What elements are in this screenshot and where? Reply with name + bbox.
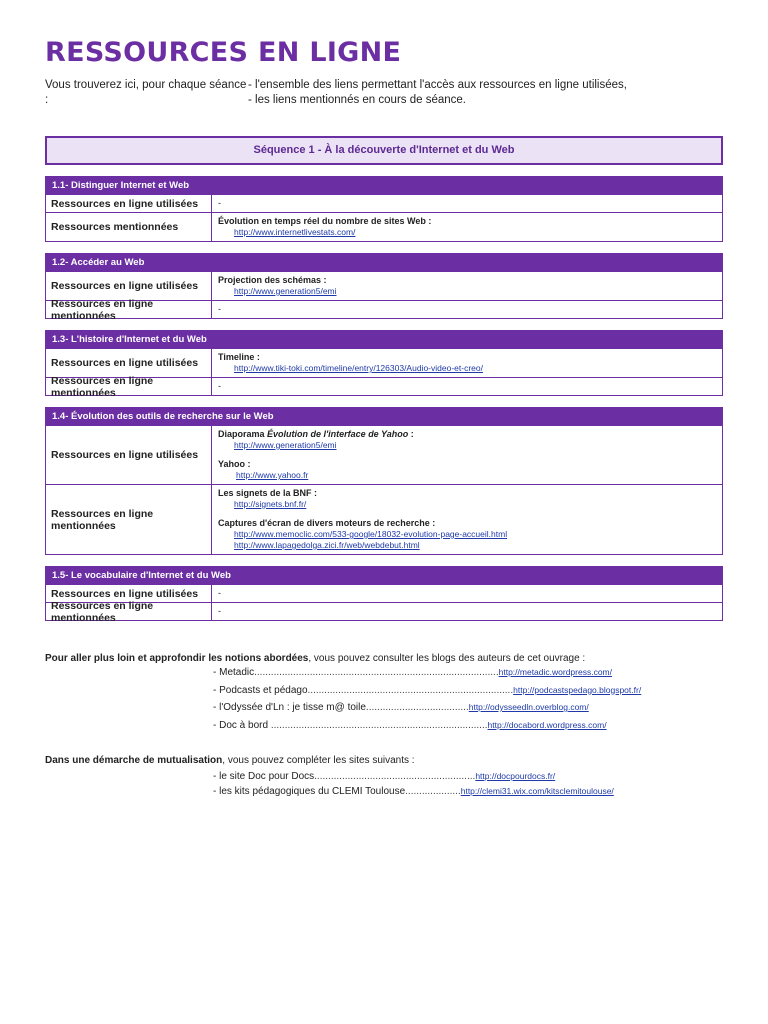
list-item [213,769,614,784]
site-link[interactable]: http://clemi31.wix.com/kitsclemitoulouse/ [460,786,614,796]
site-name: - le site Doc pour Docs [213,771,315,782]
resource-link[interactable]: http://www.tiki-toki.com/timeline/entry/126303/Audio-video-et-creo/ [234,363,483,373]
row-label: Ressources mentionnées [46,213,212,241]
table-row [46,374,722,399]
resource-link[interactable]: http://www.internetlivestats.com/ [234,227,356,237]
list-item [213,717,641,735]
resource-title: Captures d'écran de divers moteurs de recherche : [218,518,436,528]
row-label: Ressources en ligne mentionnées [46,603,212,620]
row-value: - [218,304,221,314]
row-value [212,426,722,484]
mutual-lead-bold: Dans une démarche de mutualisation [45,755,223,766]
section-1-3 [45,330,723,399]
section-heading: 1.4- Évolution des outils de recherche sur le Web [46,408,722,425]
row-label: Ressources en ligne utilisées [46,272,212,300]
row-value: - [218,381,221,391]
leader-dots: .......................................................... [314,771,476,782]
table-row [46,484,722,554]
row-value [212,213,722,241]
blog-name: - l'Odyssée d'Ln : je tisse m@ toile [213,702,366,713]
section-1-4 [45,407,723,555]
list-item [213,664,641,682]
table-row [46,297,722,322]
table-row [46,425,722,484]
row-label: Ressources en ligne mentionnées [46,301,212,318]
section-heading: 1.3- L'histoire d'Internet et du Web [46,331,722,348]
section-heading: 1.2- Accéder au Web [46,254,722,271]
intro [45,78,723,108]
site-link[interactable]: http://docpourdocs.fr/ [475,771,556,781]
resource-title: Timeline : [218,352,260,362]
row-value: - [218,606,221,616]
row-value: - [218,588,221,598]
list-item [213,682,641,700]
table-row [46,348,722,377]
row-value [212,272,722,300]
resource-link[interactable]: http://signets.bnf.fr/ [234,499,307,509]
row-value [212,349,722,377]
blog-name: - Podcasts et pédago [213,684,308,696]
leader-dots: ........................................................................................ [254,667,499,678]
leader-dots: .................... [405,786,461,797]
table-row [46,271,722,300]
title-suffix: : [408,429,414,439]
row-label: Ressources en ligne mentionnées [46,485,212,554]
row-label: Ressources en ligne utilisées [46,426,212,484]
title-prefix: Diaporama [218,429,268,439]
row-label: Ressources en ligne utilisées [46,195,212,212]
resource-link[interactable]: http://www.generation5/emi [234,440,337,450]
intro-bullet: - les liens mentionnés en cours de séance. [248,94,466,106]
leader-dots: .............................................................................. [270,719,488,731]
site-name: - les kits pédagogiques du CLEMI Toulouse [213,786,406,797]
list-item [213,784,614,799]
section-heading: 1.1- Distinguer Internet et Web [46,177,722,194]
leader-dots: .......................................................................... [307,684,514,696]
resource-link[interactable]: http://www.yahoo.fr [236,470,309,480]
row-value [212,485,722,554]
table-row [46,599,722,624]
table-row [46,212,722,241]
document-page [45,36,723,624]
section-heading: 1.5- Le vocabulaire d'Internet et du Web [46,567,722,584]
sequence-title: Séquence 1 - À la découverte d'Internet et du Web [45,136,723,165]
further-lead-bold: Pour aller plus loin et approfondir les notions abordées [45,653,309,664]
site-list [213,769,614,799]
blog-list [213,664,641,734]
row-value: - [218,198,221,208]
further-lead [45,653,585,664]
blog-link[interactable]: http://odysseedln.overblog.com/ [468,702,589,712]
resource-title: Évolution en temps réel du nombre de sites Web : [218,216,432,226]
blog-name: - Doc à bord [213,719,271,731]
row-label: Ressources en ligne mentionnées [46,378,212,395]
resource-title: Les signets de la BNF : [218,488,318,498]
blog-name: - Metadic [213,667,255,678]
list-item [213,699,641,717]
further-lead-rest: , vous pouvez consulter les blogs des auteurs de cet ouvrage : [308,653,586,664]
intro-bullets [248,78,627,108]
section-1-2 [45,253,723,322]
mutual-lead-rest: , vous pouvez compléter les sites suivants : [222,755,415,766]
resource-title: Projection des schémas : [218,275,327,285]
row-label: Ressources en ligne utilisées [46,349,212,377]
resource-link[interactable]: http://www.lapagedolga.zici.fr/web/webdebut.html [234,540,420,550]
title-italic: Évolution de l'interface de Yahoo [267,429,409,439]
page-title: RESSOURCES EN LIGNE [45,37,402,68]
row-label: Ressources en ligne utilisées [46,585,212,602]
leader-dots: ..................................... [365,702,469,713]
blog-link[interactable]: http://docabord.wordpress.com/ [487,719,607,730]
resource-title: Yahoo : [218,459,251,469]
section-1-5 [45,566,723,624]
intro-lead: Vous trouverez ici, pour chaque séance : [45,79,247,106]
mutual-lead [45,755,415,766]
resource-link[interactable]: http://www.memoclic.com/533-google/18032-evolution-page-accueil.html [234,529,508,539]
resource-link[interactable]: http://www.generation5/emi [234,286,337,296]
intro-bullet: - l'ensemble des liens permettant l'accès aux ressources en ligne utilisées, [248,79,627,91]
resource-title [218,429,716,440]
section-1-1 [45,176,723,242]
blog-link[interactable]: http://podcastspedago.blogspot.fr/ [513,684,642,695]
blog-link[interactable]: http://metadic.wordpress.com/ [498,667,613,677]
table-row [46,194,722,212]
